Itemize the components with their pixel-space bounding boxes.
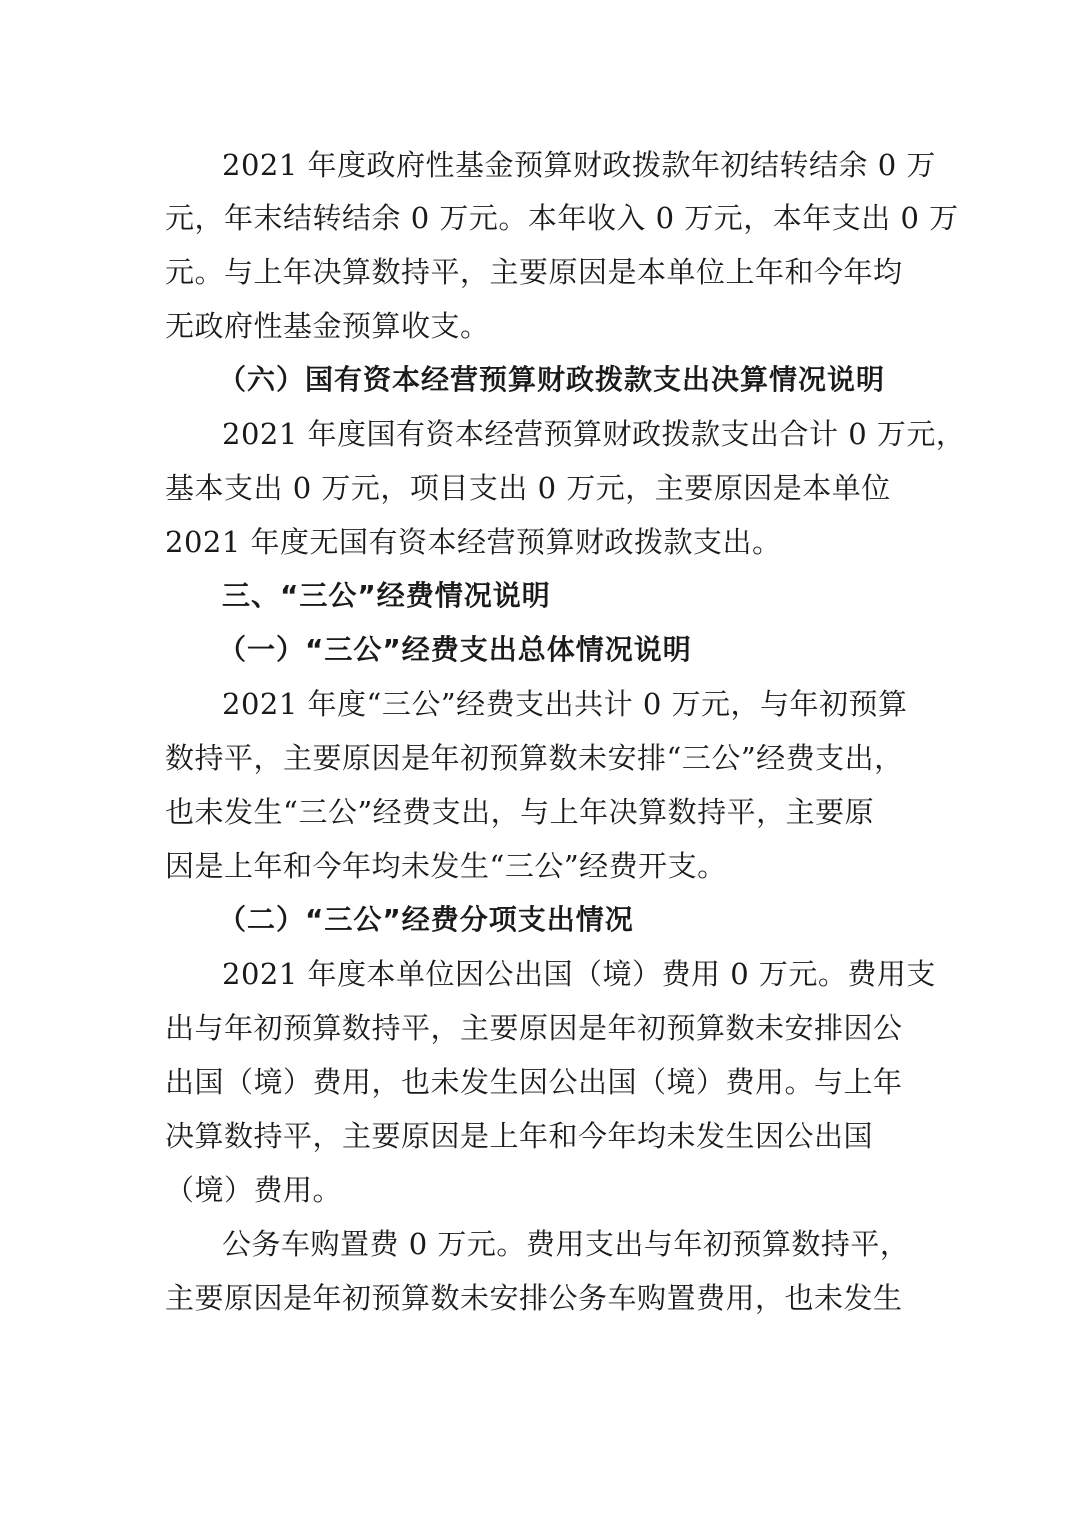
section-heading: （一）“三公”经费支出总体情况说明 [218, 633, 692, 666]
paragraph-line: 因是上年和今年均未发生“三公”经费开支。 [165, 849, 727, 883]
paragraph-line: 出国（境）费用，也未发生因公出国（境）费用。与上年 [165, 1065, 903, 1099]
paragraph-line: 2021 年度无国有资本经营预算财政拨款支出。 [165, 525, 782, 559]
paragraph-line: 公务车购置费 0 万元。费用支出与年初预算数持平， [222, 1227, 910, 1261]
paragraph-line: 2021 年度国有资本经营预算财政拨款支出合计 0 万元， [222, 417, 966, 451]
section-heading: 三、“三公”经费情况说明 [222, 579, 551, 612]
paragraph-line: 主要原因是年初预算数未安排公务车购置费用，也未发生 [165, 1281, 903, 1315]
paragraph-line: 元，年末结转结余 0 万元。本年收入 0 万元，本年支出 0 万 [165, 201, 959, 235]
paragraph-line: 基本支出 0 万元，项目支出 0 万元，主要原因是本单位 [165, 471, 891, 505]
paragraph-line: （境）费用。 [165, 1173, 343, 1207]
paragraph-line: 元。与上年决算数持平，主要原因是本单位上年和今年均 [165, 255, 903, 289]
paragraph-line: 2021 年度“三公”经费支出共计 0 万元，与年初预算 [222, 687, 908, 721]
section-heading: （六）国有资本经营预算财政拨款支出决算情况说明 [218, 363, 886, 396]
paragraph-line: 2021 年度政府性基金预算财政拨款年初结转结余 0 万 [222, 148, 936, 182]
paragraph-line: 2021 年度本单位因公出国（境）费用 0 万元。费用支 [222, 957, 936, 991]
paragraph-line: 也未发生“三公”经费支出，与上年决算数持平，主要原 [165, 795, 875, 829]
paragraph-line: 决算数持平，主要原因是上年和今年均未发生因公出国 [165, 1119, 874, 1153]
section-heading: （二）“三公”经费分项支出情况 [218, 903, 634, 936]
paragraph-line: 出与年初预算数持平，主要原因是年初预算数未安排因公 [165, 1011, 903, 1045]
paragraph-line: 数持平，主要原因是年初预算数未安排“三公”经费支出， [165, 741, 904, 775]
paragraph-line: 无政府性基金预算收支。 [165, 309, 490, 343]
